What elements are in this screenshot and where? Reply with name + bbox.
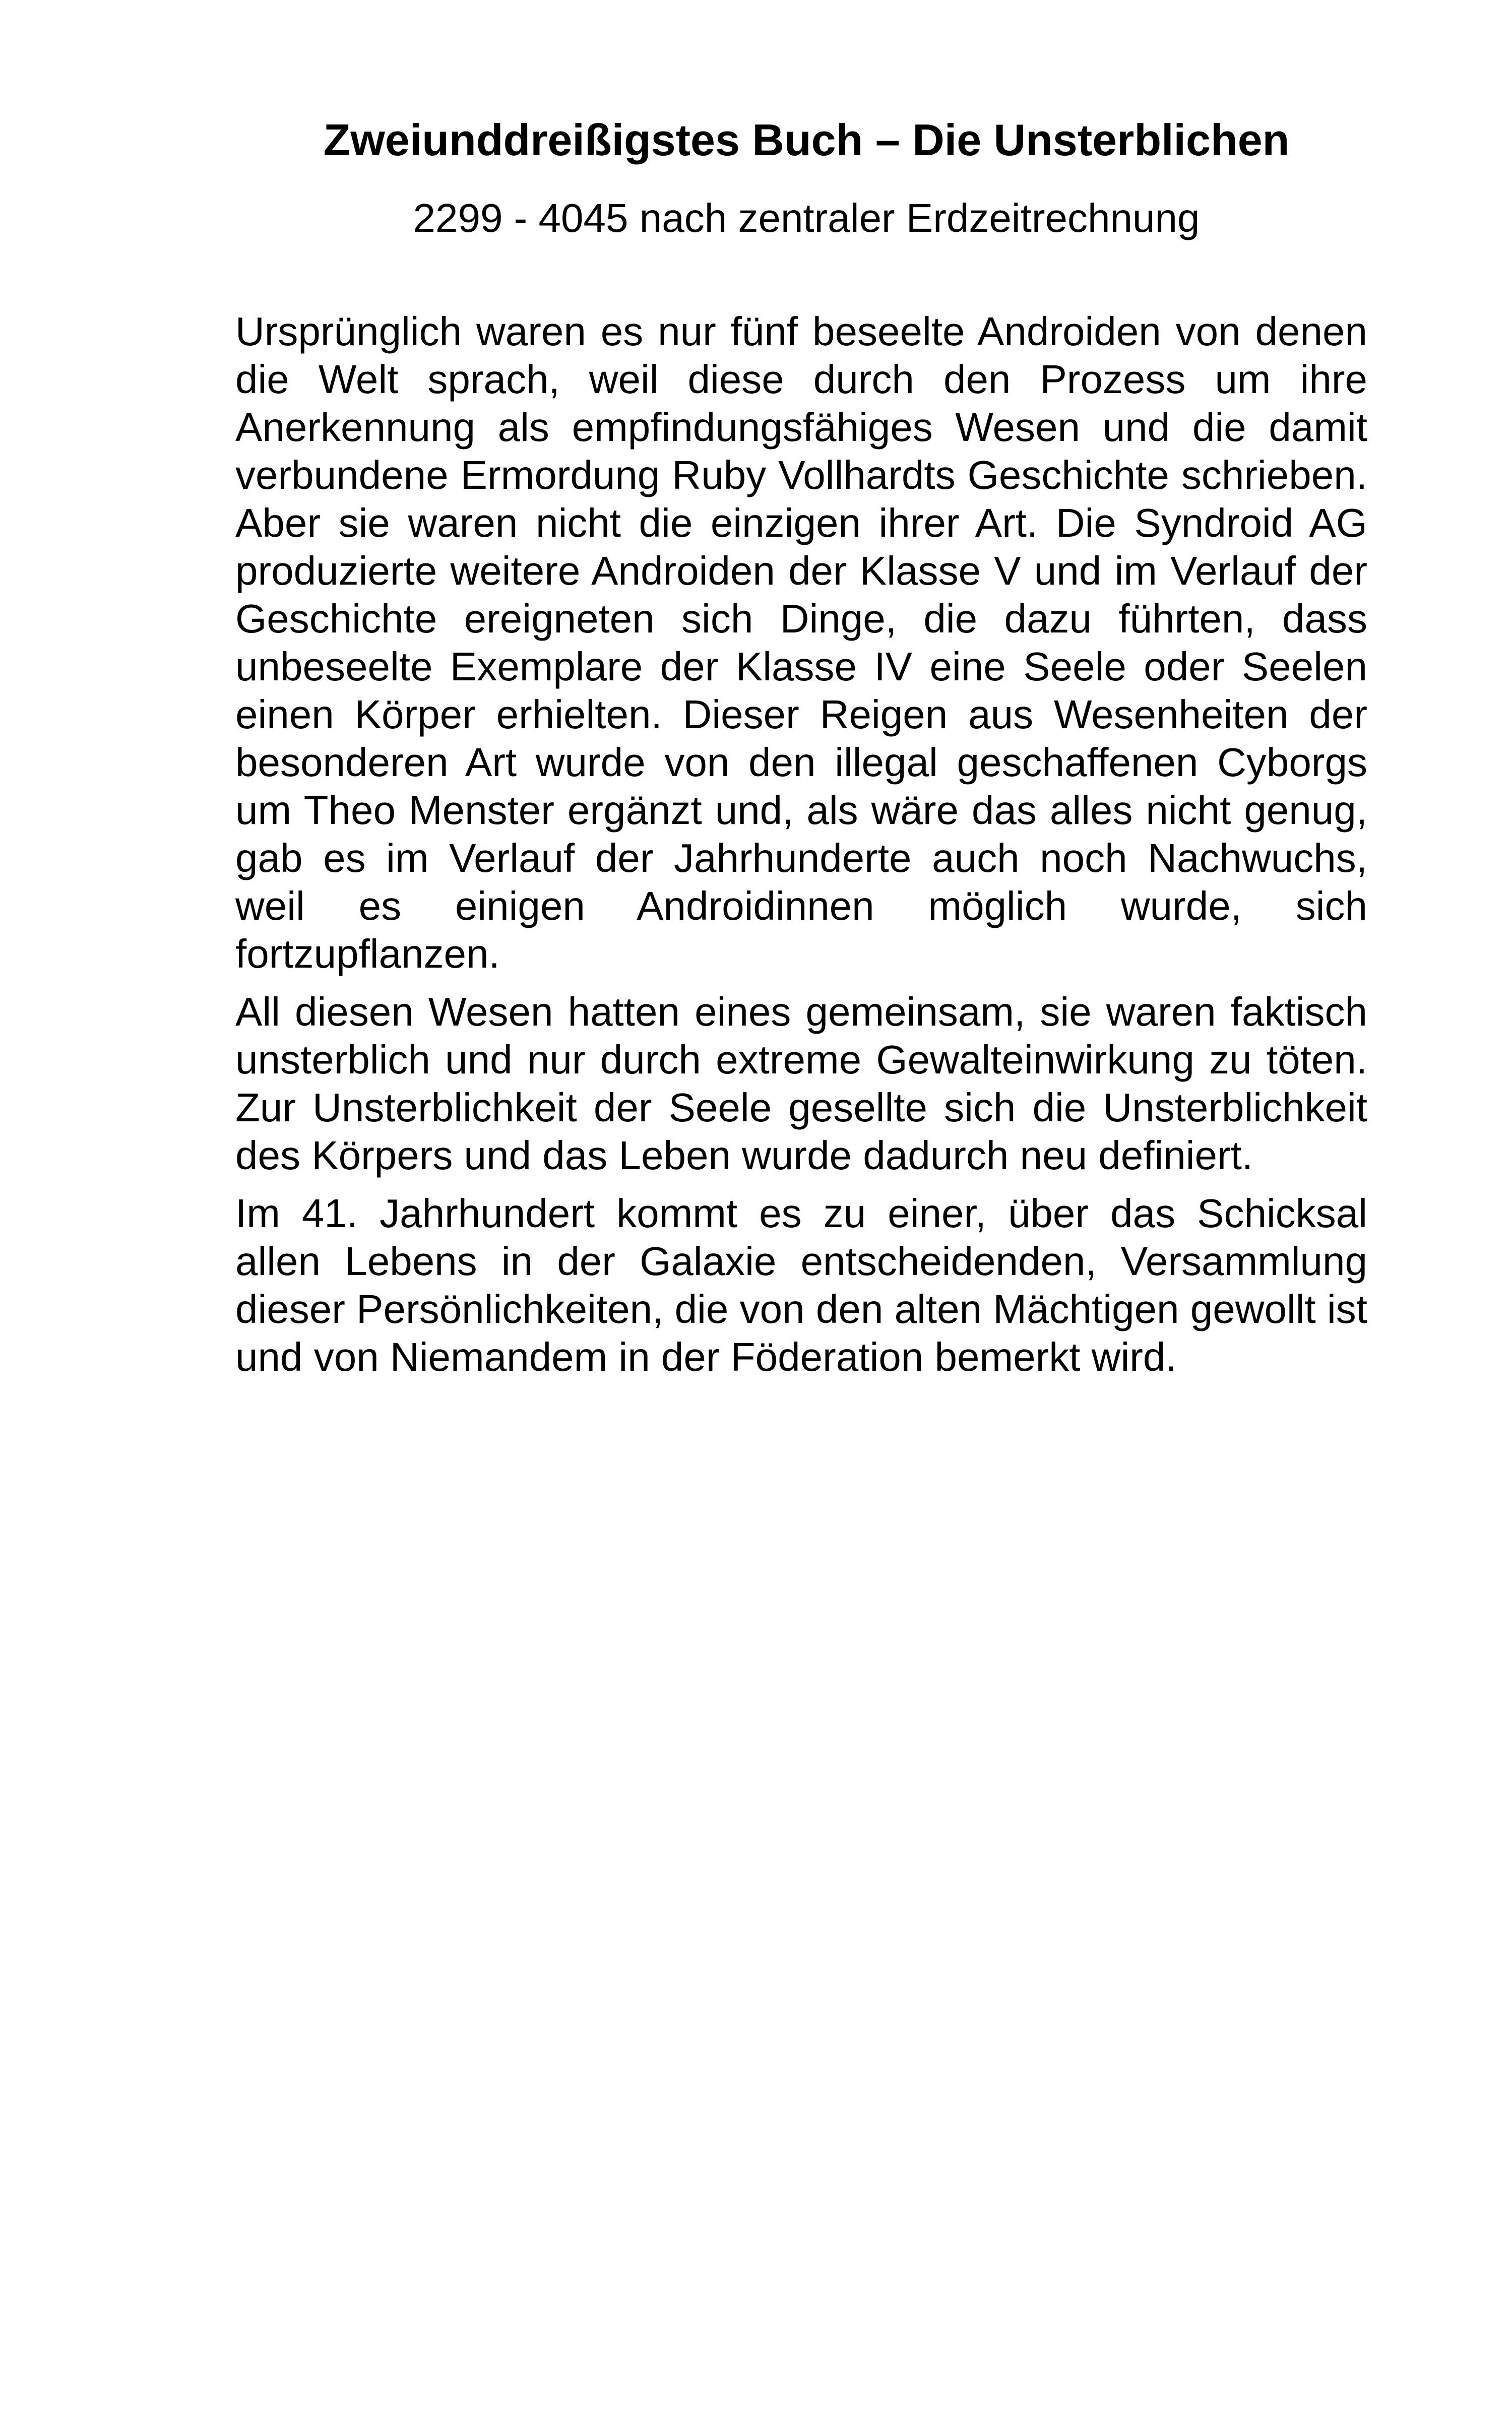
paragraph-3: Im 41. Jahrhundert kommt es zu einer, über das Schicksal allen Lebens in der Galaxie entscheidenden, Versammlung dieser Persönlichkeiten, die von den alten Mächtigen gewollt ist und von Niemandem in der Föderation bemerkt wird. [235,1191,1367,1379]
book-title: Zweiunddreißigstes Buch – Die Unsterblichen [323,115,1290,165]
book-timespan: 2299 - 4045 nach zentraler Erdzeitrechnung [413,196,1200,240]
body-text [235,307,1367,1391]
paragraph-2: All diesen Wesen hatten eines gemeinsam, sie waren faktisch unsterblich und nur durch extreme Gewalteinwirkung zu töten. Zur Unsterblichkeit der Seele gesellte sich die Unsterblichkeit des Körpers und das Leben wurde dadurch neu definiert. [235,989,1367,1178]
paragraph-1: Ursprünglich waren es nur fünf beseelte Androiden von denen die Welt sprach, weil diese durch den Prozess um ihre Anerkennung als empfindungsfähiges Wesen und die damit verbundene Ermordung Ruby Vollhardts Geschichte schrieben. Aber sie waren nicht die einzigen ihrer Art. Die Syndroid AG produzierte weitere Androiden der Klasse V und im Verlauf der Geschichte ereigneten sich Dinge, die dazu führten, dass unbeseelte Exemplare der Klasse IV eine Seele oder Seelen einen Körper erhielten. Dieser Reigen aus Wesenheiten der besonderen Art wurde von den illegal geschaffenen Cyborgs um Theo Menster ergänzt und, als wäre das alles nicht genug, gab es im Verlauf der Jahrhunderte auch noch Nachwuchs, weil es einigen Androidinnen möglich wurde, sich fortzupflanzen. [235,309,1367,976]
